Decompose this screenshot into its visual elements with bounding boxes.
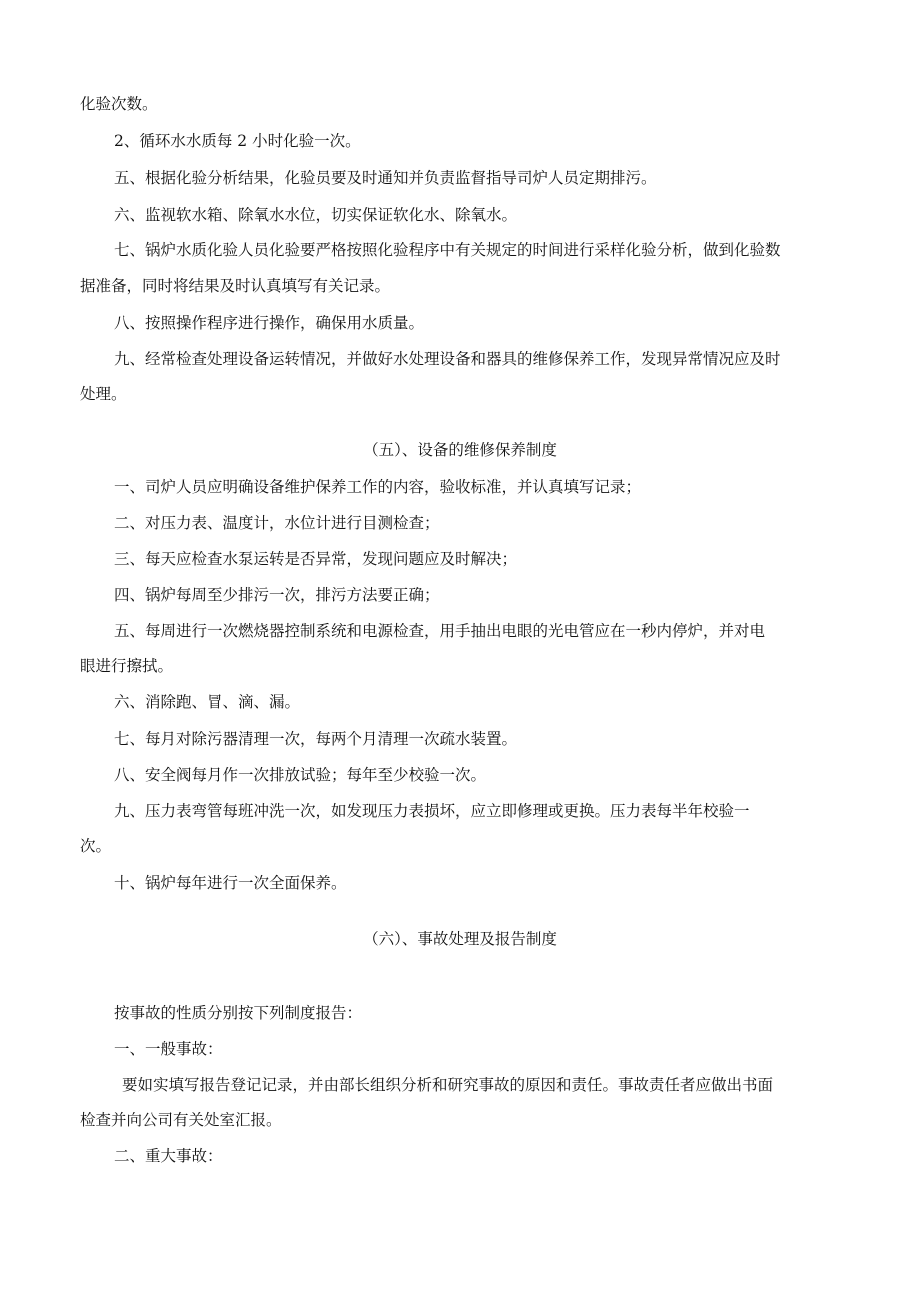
major-accident-title: 二、重大事故： <box>114 1147 223 1165</box>
section-6-title: （六）、事故处理及报告制度 <box>363 930 557 948</box>
section-5-item-9-line-1: 九、压力表弯管每班冲洗一次，如发现压力表损坏，应立即修理或更换。压力表每半年校验一 <box>114 802 750 820</box>
section-5-item-5-line-2: 眼进行擦拭。 <box>80 657 174 675</box>
rule-9-line-2: 处理。 <box>80 385 127 403</box>
section-5-item: 四、锅炉每周至少排污一次，排污方法要正确； <box>114 586 440 604</box>
rule-8: 八、按照操作程序进行操作，确保用水质量。 <box>114 314 425 332</box>
section-5-item-7: 七、每月对除污器清理一次，每两个月清理一次疏水装置。 <box>114 730 518 748</box>
section-5-item: 三、每天应检查水泵运转是否异常，发现问题应及时解决； <box>114 550 518 568</box>
section-5-item-9-line-2: 次。 <box>80 837 112 855</box>
rule-9-line-1: 九、经常检查处理设备运转情况，并做好水处理设备和器具的维修保养工作，发现异常情况应及时 <box>114 350 781 368</box>
section-5-item-6: 六、消除跑、冒、滴、漏。 <box>114 693 301 711</box>
general-accident-line-2: 检查并向公司有关处室汇报。 <box>80 1111 282 1129</box>
section-5-item: 一、司炉人员应明确设备维护保养工作的内容，验收标准，并认真填写记录； <box>114 478 642 496</box>
general-accident-title: 一、一般事故： <box>114 1040 223 1058</box>
rule-6: 六、监视软水箱、除氧水水位，切实保证软化水、除氧水。 <box>114 206 518 224</box>
item-2: 2、循环水水质每 2 小时化验一次。 <box>114 132 361 150</box>
section-5-item-10: 十、锅炉每年进行一次全面保养。 <box>114 874 347 892</box>
section-5-item-5-line-1: 五、每周进行一次燃烧器控制系统和电源检查，用手抽出电眼的光电管应在一秒内停炉，并对电 <box>114 622 766 640</box>
general-accident-line-1: 要如实填写报告登记记录，并由部长组织分析和研究事故的原因和责任。事故责任者应做出书面 <box>122 1076 774 1094</box>
rule-7-line-2: 据准备，同时将结果及时认真填写有关记录。 <box>80 277 391 295</box>
section-5-item: 二、对压力表、温度计，水位计进行目测检查； <box>114 514 440 532</box>
section-5-item-8: 八、安全阀每月作一次排放试验；每年至少校验一次。 <box>114 766 487 784</box>
rule-7-line-1: 七、锅炉水质化验人员化验要严格按照化验程序中有关规定的时间进行采样化验分析，做到化验数 <box>114 241 781 259</box>
section-6-intro: 按事故的性质分别按下列制度报告： <box>114 1004 363 1022</box>
section-5-title: （五）、设备的维修保养制度 <box>363 441 557 459</box>
continuation-line: 化验次数。 <box>80 95 158 113</box>
rule-5: 五、根据化验分析结果，化验员要及时通知并负责监督指导司炉人员定期排污。 <box>114 169 657 187</box>
